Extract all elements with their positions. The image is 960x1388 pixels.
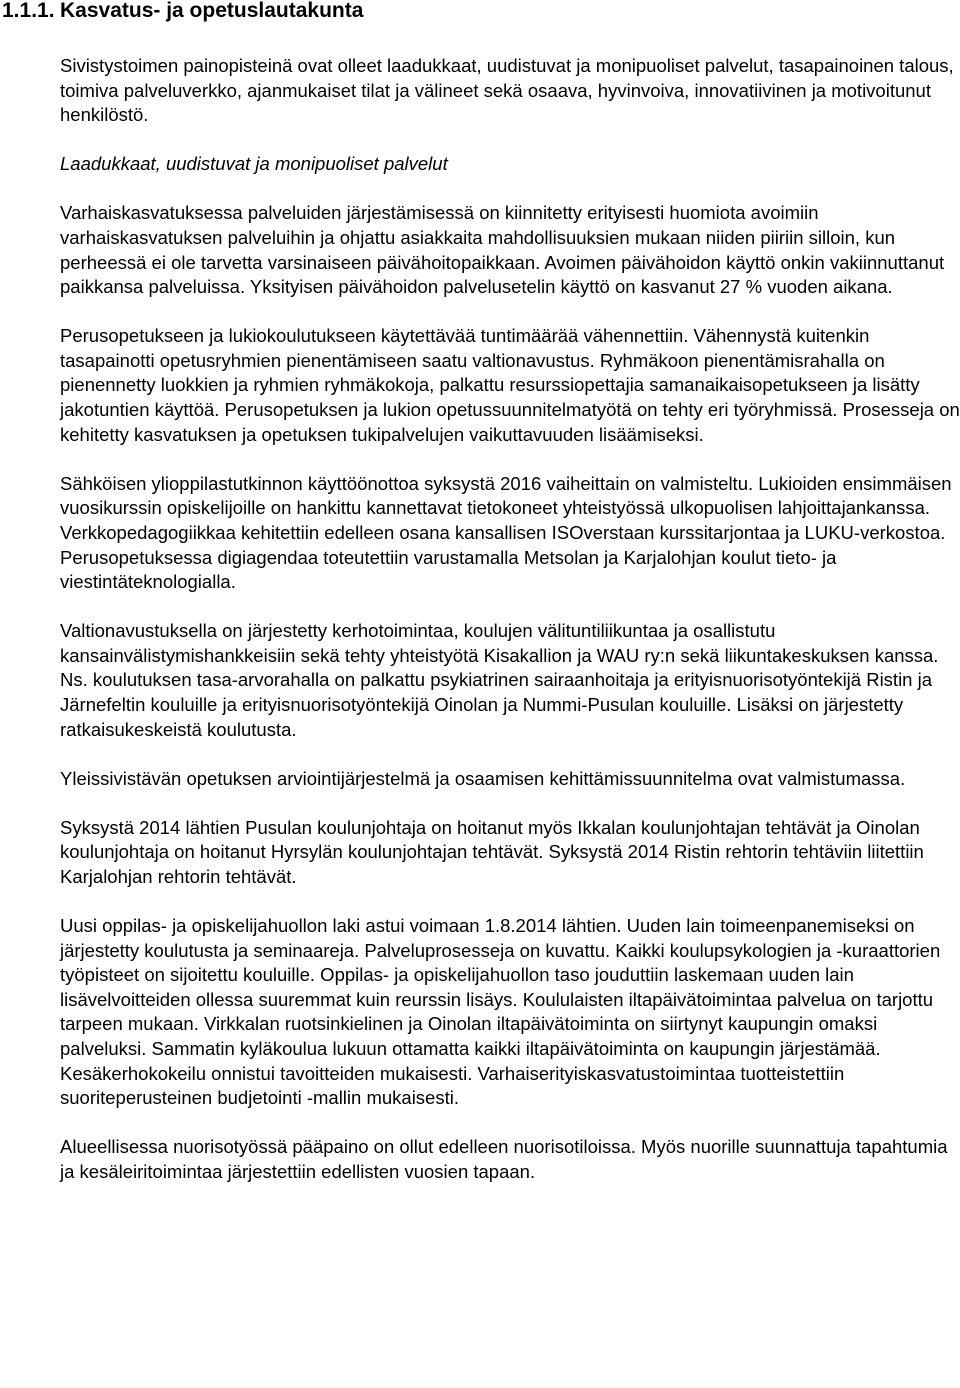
paragraph-evaluation: Yleissivistävän opetuksen arviointijärjestelmä ja osaamisen kehittämissuunnitelma ovat valmistumassa. — [60, 767, 906, 789]
paragraph-youth-work: Alueellisessa nuorisotyössä pääpaino on ollut edelleen nuorisotiloissa. Myös nuorille suunnattuja tapahtumia ja kesäleiritoimintaa järjestettiin edellisten vuosien tapaan. — [60, 1136, 948, 1182]
paragraph-student-welfare: Uusi oppilas- ja opiskelijahuollon laki astui voimaan 1.8.2014 lähtien. Uuden lain toimeenpanemiseksi on järjestetty koulutusta ja seminaareja. Palveluprosesseja on kuvattu. Kaikki koulupsykologien ja -kuraattorien työpisteet on sijoitettu kouluille. Oppilas- ja opiskelijahuollon taso jouduttiin laskemaan uuden lain lisävelvoitteiden ollessa suuremmat kuin reurssin lisäys. Koululaisten iltapäivätoimintaa palvelua on tarjottu tarpeen mukaan. Virkkalan ruotsinkielinen ja Oinolan iltapäivätoiminta on siirtynyt kaupungin omaksi palveluksi. Sammatin kyläkoulua lukuun ottamatta kaikki iltapäivätoiminta on kaupungin järjestämää. Kesäkerhokokeilu onnistui tavoitteiden mukaisesti. Varhaiserityiskasvatustoimintaa tuotteistettiin suoriteperusteinen budjetointi -mallin mukaisesti. — [60, 915, 941, 1109]
document-body — [60, 54, 960, 1209]
subheading: Laadukkaat, uudistuvat ja monipuoliset palvelut — [60, 153, 448, 175]
paragraph-principals: Syksystä 2014 lähtien Pusulan koulunjohtaja on hoitanut myös Ikkalan koulunjohtajan tehtävät ja Oinolan koulunjohtaja on hoitanut Hyrsylän koulunjohtajan tehtävät. Syksystä 2014 Ristin rehtorin tehtäviin liitettiin Karjalohjan rehtorin tehtävät. — [60, 816, 924, 887]
paragraph-basic-education: Perusopetukseen ja lukiokoulutukseen käytettävää tuntimäärää vähennettiin. Vähennystä kuitenkin tasapainotti opetusryhmien pienentämiseen saatu valtionavustus. Ryhmäkoon pienentämisrahalla on pienennetty luokkien ja ryhmien ryhmäkokoja, palkattu resurssiopettajia samanaikaisopetukseen ja lisätty jakotuntien käyttöä. Perusopetuksen ja lukion opetussuunnitelmatyötä on tehty eri työryhmissä. Prosesseja on kehitetty kasvatuksen ja opetuksen tukipalvelujen vaikuttavuuden lisäämiseksi. — [60, 325, 960, 445]
section-heading — [2, 0, 363, 24]
paragraph-state-grant: Valtionavustuksella on järjestetty kerhotoimintaa, koulujen välituntiliikuntaa ja osallistutu kansainvälistymishankkeisiin sekä tehty yhteistyötä Kisakallion ja WAU ry:n sekä liikuntakeskuksen kanssa. Ns. koulutuksen tasa-arvorahalla on palkattu psykiatrinen sairaanhoitaja ja erityisnuorisotyöntekijä Ristin ja Järnefeltin kouluille ja erityisnuorisotyöntekijä Oinolan ja Nummi-Pusulan kouluille. Lisäksi on järjestetty ratkaisukeskeistä koulutusta. — [60, 620, 939, 740]
intro-paragraph: Sivistystoimen painopisteinä ovat olleet laadukkaat, uudistuvat ja monipuoliset palvelut, tasapainoinen talous, toimiva palveluverkko, ajanmukaiset tilat ja välineet sekä osaava, hyvinvoiva, innovatiivinen ja motivoitunut henkilöstö. — [60, 55, 954, 126]
paragraph-early-education: Varhaiskasvatuksessa palveluiden järjestämisessä on kiinnitetty erityisesti huomiota avoimiin varhaiskasvatuksen palveluihin ja ohjattu asiakkaita mahdollisuuksien mukaan niiden piiriin silloin, kun perheessä ei ole tarvetta varsinaiseen päivähoitopaikkaan. Avoimen päivähoidon käyttö onkin vakiinnuttanut paikkansa palveluissa. Yksityisen päivähoidon palvelusetelin käyttö on kasvanut 27 % vuoden aikana. — [60, 202, 945, 298]
section-title: Kasvatus- ja opetuslautakunta — [60, 0, 364, 22]
paragraph-digital-exam: Sähköisen ylioppilastutkinnon käyttöönottoa syksystä 2016 vaiheittain on valmisteltu. Lukioiden ensimmäisen vuosikurssin opiskelijoille on hankittu kannettavat tietokoneet yhteistyössä ulkopuolisen lahjoittajankanssa. Verkkopedagogiikkaa kehitettiin edelleen osana kansallisen ISOverstaan kurssitarjontaa ja LUKU-verkostoa. Perusopetuksessa digiagendaa toteutettiin varustamalla Metsolan ja Karjalohjan koulut tieto- ja viestintäteknologialla. — [60, 472, 952, 593]
section-number: 1.1.1. — [2, 0, 55, 22]
